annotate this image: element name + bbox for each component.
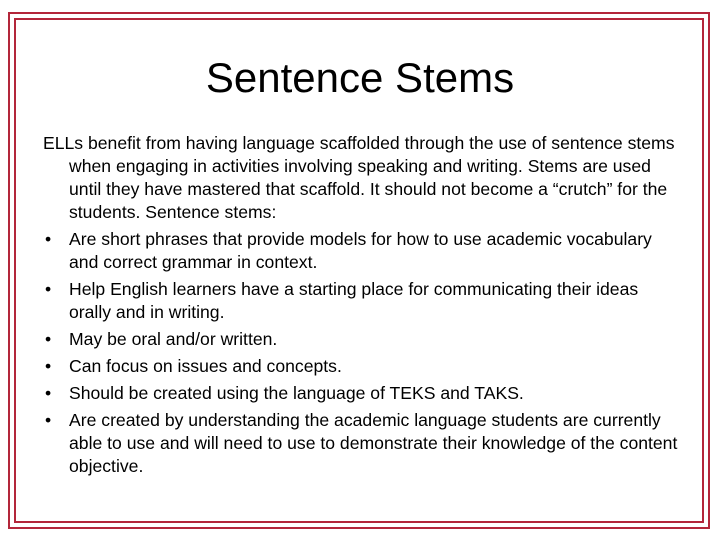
bullet-item xyxy=(43,228,683,274)
bullet-text: Are short phrases that provide models for how to use academic vocabulary and correct grammar in context. xyxy=(69,229,652,272)
bullet-text: Can focus on issues and concepts. xyxy=(69,356,342,376)
bullet-item xyxy=(43,382,683,405)
bullet-glyph: • xyxy=(45,229,52,249)
bullet-glyph: • xyxy=(45,410,52,430)
bullet-text: Should be created using the language of TEKS and TAKS. xyxy=(69,383,524,403)
bullet-text: Are created by understanding the academic language students are currently able to use and will need to use to demonstrate their knowledge of the content objective. xyxy=(69,410,678,476)
bullet-text: May be oral and/or written. xyxy=(69,329,278,349)
bullet-glyph: • xyxy=(45,279,52,299)
bullet-glyph: • xyxy=(45,329,52,349)
bullet-text: Help English learners have a starting place for communicating their ideas orally and in writing. xyxy=(69,279,639,322)
bullet-glyph: • xyxy=(45,356,52,376)
bullet-item xyxy=(43,355,683,378)
bullet-glyph: • xyxy=(45,383,52,403)
bullet-list xyxy=(43,228,683,478)
intro-paragraph: ELLs benefit from having language scaffolded through the use of sentence stems when engaging in activities involving speaking and writing. Stems are used until they have mastered that scaffold. It should not become a “crutch” for the students. Sentence stems: xyxy=(43,133,675,222)
slide-title: Sentence Stems xyxy=(205,54,515,101)
bullet-item xyxy=(43,409,683,478)
bullet-item xyxy=(43,278,683,324)
slide-body xyxy=(43,132,683,482)
bullet-item xyxy=(43,328,683,351)
